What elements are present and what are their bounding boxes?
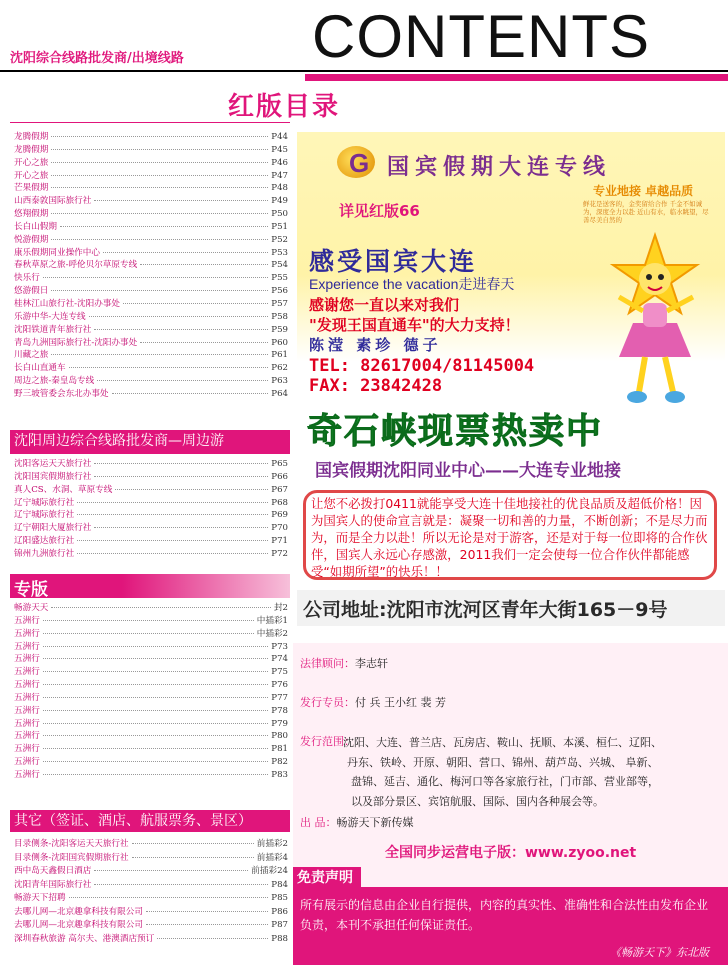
toc-entry[interactable] [14,730,288,743]
toc-dot-leader [51,354,268,355]
toc-dot-leader [77,553,268,554]
toc-entry-page: P76 [271,680,288,691]
toc-entry[interactable] [14,157,288,170]
toc-entry[interactable] [14,548,288,561]
toc-entry[interactable] [14,247,288,260]
toc-dot-leader [132,857,254,858]
toc-entry-title: 五洲行 [14,769,40,780]
toc-entry-page: P69 [271,510,288,521]
distribution-staff-value: 付 兵 王小红 裴 芳 [355,696,446,709]
toc-dot-leader [51,239,268,240]
toc-dot-leader [123,303,268,304]
guobin-logo-letter-icon: G [349,148,370,178]
header-subtitle: 沈阳综合线路批发商/出境线路 [10,51,184,66]
distribution-staff-label: 发行专员： [300,696,355,709]
toc-entry-page: P68 [271,497,288,508]
toc-entry-page: P80 [271,731,288,742]
toc-dot-leader [140,264,268,265]
toc-entry-title: 五洲行 [14,757,40,768]
toc-entry[interactable] [14,879,288,893]
star-mascot-icon [593,227,713,417]
toc-entry-title: 西中岛天鑫假日酒店 [14,866,92,876]
toc-entry[interactable] [14,285,288,298]
toc-entry-page: P77 [271,692,288,703]
toc-entry-page: P64 [271,388,288,399]
toc-entry[interactable] [14,933,288,947]
toc-dot-leader [43,684,268,685]
toc-entry-title: 去哪儿网—北京趣拿科技有限公司 [14,920,143,930]
toc-entry[interactable] [14,349,288,362]
header-accent-bar [305,74,728,81]
toc-entry-title: 锦州九洲旅行社 [14,548,75,559]
distribution-area-line: 以及部分景区、宾馆航服、国际、国内各种展会等。 [351,794,604,808]
toc-entry-title: 青岛九洲国际旅行社-沈阳办事处 [14,337,138,348]
toc-entry-title: 龙腾假期 [14,144,49,155]
distribution-area-label: 发行范围： [300,735,355,748]
toc-entry-page: P60 [271,337,288,348]
toc-dot-leader [94,200,268,201]
toc-dot-leader [60,226,268,227]
toc-entry[interactable] [14,497,288,510]
disclaimer-heading: 免责声明 [293,867,361,889]
toc-entry-page: P83 [271,769,288,780]
toc-entry-title: 悠游假日 [14,286,49,297]
toc-entry[interactable] [14,509,288,522]
toc-entry-page: P71 [271,536,288,547]
toc-entry-page: P61 [271,350,288,361]
toc-entry[interactable] [14,170,288,183]
ad-feel-heading: 感受国宾大连 [309,247,478,276]
nearby-toc-list [14,458,288,561]
toc-entry[interactable] [14,679,288,692]
toc-entry-page: P58 [271,311,288,322]
toc-dot-leader [51,136,268,137]
toc-entry[interactable] [14,653,288,666]
legal-advisor-label: 法律顾问： [300,657,355,670]
toc-entry[interactable] [14,641,288,654]
ad-see-red-page: 详见红版66 [339,202,420,220]
toc-dot-leader [51,290,268,291]
toc-entry-page: P84 [271,879,288,890]
toc-dot-leader [69,897,269,898]
toc-entry[interactable] [14,337,288,350]
ad-address: 公司地址:沈阳市沈河区青年大街165－9号 [303,599,668,621]
toc-entry-title: 开心之旅 [14,170,49,181]
toc-entry-title: 桂林江山旅行社-沈阳办事处 [14,298,121,309]
toc-entry-title: 五洲行 [14,641,40,652]
toc-entry-title: 五洲行 [14,667,40,678]
toc-entry-title: 五洲行 [14,680,40,691]
toc-entry[interactable] [14,471,288,484]
toc-entry[interactable] [14,919,288,933]
ad-slogan: 专业地接 卓越品质 [593,184,694,198]
toc-dot-leader [43,620,254,621]
toc-dot-leader [43,710,268,711]
toc-entry[interactable] [14,602,288,615]
toc-entry-page: P56 [271,286,288,297]
toc-entry-title: 辽宁朝阳大厦旅行社 [14,523,92,534]
toc-entry-page: P72 [271,548,288,559]
publisher-label: 出 品： [300,816,337,829]
toc-entry[interactable] [14,182,288,195]
toc-entry[interactable] [14,311,288,324]
toc-entry-title: 五洲行 [14,731,40,742]
toc-entry-page: P67 [271,484,288,495]
ad-slogan-sub: 鲜花是送客的，金奖留给合作 千金不如诚为，深度全力以赴 近山有水，临水眺望，尽善尽美自然的 [583,200,709,224]
toc-entry[interactable] [14,324,288,337]
toc-entry[interactable] [14,718,288,731]
toc-dot-leader [94,884,268,885]
toc-entry-page: P88 [271,933,288,944]
toc-dot-leader [51,213,268,214]
toc-entry-title: 乐游中华-大连专线 [14,311,86,322]
other-section-heading: 其它（签证、酒店、航服票务、景区） [10,810,290,832]
toc-entry-page: P62 [271,363,288,374]
toc-entry-title: 长白山直通车 [14,363,66,374]
toc-dot-leader [77,514,268,515]
toc-entry-title: 五洲行 [14,628,40,639]
toc-dot-leader [51,607,271,608]
toc-entry-page: P63 [271,376,288,387]
toc-dot-leader [146,924,268,925]
toc-entry[interactable] [14,756,288,769]
toc-entry-title: 悦游假期 [14,234,49,245]
toc-dot-leader [157,938,268,939]
toc-entry-title: 真人CS、水洞、草原专线 [14,484,113,495]
toc-entry-page: 前插彩2 [256,839,288,849]
toc-entry-page: 前插彩24 [251,866,288,876]
toc-entry-title: 快乐行 [14,273,40,284]
toc-dot-leader [77,540,268,541]
ad-telephone: TEL: 82617004/81145004 [309,356,535,376]
toc-dot-leader [115,489,268,490]
toc-dot-leader [94,329,268,330]
toc-dot-leader [140,342,268,343]
toc-entry[interactable] [14,628,288,641]
distribution-staff-row [300,694,446,710]
toc-entry[interactable] [14,458,288,471]
toc-entry[interactable] [14,484,288,497]
page-header [0,0,728,72]
toc-entry[interactable] [14,195,288,208]
toc-entry-page: 中插彩1 [256,615,288,626]
toc-entry[interactable] [14,272,288,285]
toc-entry[interactable] [14,388,288,401]
toc-entry-page: P74 [271,654,288,665]
toc-dot-leader [146,911,268,912]
header-divider [0,70,728,72]
toc-entry-page: P59 [271,324,288,335]
toc-entry-page: P87 [271,920,288,930]
toc-entry[interactable] [14,131,288,144]
distribution-area-line: 丹东、铁岭、开原、朝阳、营口、锦州、葫芦岛、兴城、 阜新、 [347,755,659,769]
ad-fax: FAX: 23842428 [309,376,443,396]
toc-entry-title: 五洲行 [14,615,40,626]
toc-dot-leader [51,187,268,188]
toc-dot-leader [94,870,248,871]
ad-thanks-line1: 感谢您一直以来对我们 [309,296,460,314]
toc-entry-page: P55 [271,273,288,284]
nearby-section-rule [10,452,290,454]
online-edition-link[interactable]: 全国同步运营电子版：www.zyoo.net [385,845,637,861]
ad-hot-selling-headline: 奇石峡现票热卖中 [307,412,604,452]
legal-advisor-row [300,655,388,671]
toc-entry[interactable] [14,208,288,221]
toc-dot-leader [43,723,268,724]
toc-entry-page: P75 [271,667,288,678]
ad-thanks-line2: "发现王国直通车"的大力支持！ [309,316,520,334]
distribution-area-lines [343,733,662,811]
special-toc-list [14,602,288,782]
toc-entry-page: P48 [271,183,288,194]
toc-dot-leader [43,633,254,634]
red-toc-heading: 红版目录 [228,92,341,122]
toc-entry-title: 长白山假期 [14,221,57,232]
toc-dot-leader [43,277,268,278]
toc-entry-page: P85 [271,893,288,903]
toc-entry-page: P57 [271,298,288,309]
toc-entry-page: P53 [271,247,288,258]
toc-entry[interactable] [14,221,288,234]
toc-entry[interactable] [14,769,288,782]
toc-entry[interactable] [14,906,288,920]
toc-dot-leader [94,463,268,464]
distribution-area-line: 沈阳、大连、普兰店、瓦房店、鞍山、抚顺、本溪、桓仁、辽阳、 [343,736,662,749]
special-section-bar [10,574,290,598]
toc-entry[interactable] [14,375,288,388]
toc-entry-title: 开心之旅 [14,157,49,168]
toc-dot-leader [77,502,268,503]
toc-entry[interactable] [14,259,288,272]
toc-dot-leader [112,393,269,394]
toc-entry-title: 沈阳国宾假期旅行社 [14,471,92,482]
toc-entry-page: P45 [271,144,288,155]
toc-entry-title: 周边之旅-秦皇岛专线 [14,376,95,387]
toc-entry-page: P47 [271,170,288,181]
toc-entry-page: 中插彩2 [256,628,288,639]
toc-entry-page: 封2 [273,603,288,613]
toc-entry-title: 五洲行 [14,718,40,729]
toc-entry-page: P44 [271,132,288,142]
toc-entry-page: P51 [271,221,288,232]
toc-entry[interactable] [14,535,288,548]
toc-entry-title: 深圳春秋旅游 高尔夫、港澳酒店预订 [14,933,155,944]
toc-entry[interactable] [14,522,288,535]
toc-entry[interactable] [14,865,288,879]
toc-entry[interactable] [14,892,288,906]
publisher-row [300,814,414,830]
toc-entry-page: P73 [271,641,288,652]
toc-entry-title: 春秋草原之旅-呼伦贝尔草原专线 [14,260,138,271]
toc-dot-leader [43,774,268,775]
toc-dot-leader [103,252,268,253]
ad-title: 国宾假期大连专线 [387,155,612,180]
toc-entry-title: 沈阳青年国际旅行社 [14,879,92,890]
toc-entry-title: 辽阳盛达旅行社 [14,536,75,547]
toc-entry-title: 畅游天下招聘 [14,893,66,903]
toc-entry-page: P54 [271,260,288,271]
disclaimer-signature: 《畅游天下》东北版 [610,946,709,959]
toc-entry-title: 沈阳铁道青年旅行社 [14,324,92,335]
toc-entry-title: 辽宁城际旅行社 [14,497,75,508]
toc-dot-leader [51,162,268,163]
toc-entry-page: P66 [271,471,288,482]
toc-entry-title: 山西泰敦国际旅行社 [14,196,92,207]
toc-entry-page: P50 [271,209,288,220]
toc-entry-page: P46 [271,157,288,168]
toc-entry-page: P65 [271,459,288,469]
toc-dot-leader [94,476,268,477]
toc-entry-title: 芒果假期 [14,183,49,194]
toc-dot-leader [89,316,269,317]
toc-entry-title: 沈阳客运天天旅行社 [14,459,92,469]
toc-entry-page: P81 [271,744,288,755]
special-section-heading: 专版 [14,580,48,600]
toc-entry[interactable] [14,838,288,852]
toc-entry-page: P79 [271,718,288,729]
toc-entry[interactable] [14,852,288,866]
toc-entry-title: 目录侧条-沈阳国宾假期旅行社 [14,852,129,863]
toc-entry-page: P86 [271,906,288,917]
toc-dot-leader [43,697,268,698]
ad-message-text: 让您不必拨打0411就能享受大连十佳地接社的优良品质及超低价格！因为国宾人的使命宣言就是：凝聚一切和善的力量，不断创新；不是尽力而为，而是全力以赴！所以无论是对于游客，还是对于每一位即将的合作伙伴，国宾人永远心存感激，2011我们一定会使每一位合作伙伴都能感受“如期所望”的快乐！！ [311,496,708,579]
toc-entry[interactable] [14,362,288,375]
toc-entry-page: P49 [271,196,288,207]
ad-experience-line: Experience the vacation走进春天 [309,276,515,292]
toc-entry-title: 辽宁城际旅行社 [14,510,75,521]
nearby-section-heading: 沈阳周边综合线路批发商—周边游 [10,430,290,452]
toc-entry-title: 去哪儿网—北京趣拿科技有限公司 [14,906,143,917]
toc-entry-page: P82 [271,757,288,768]
toc-entry-title: 目录侧条-沈阳客运天天旅行社 [14,839,129,849]
disclaimer-text: 所有展示的信息由企业自行提供，内容的真实性、准确性和合法性由发布企业负责，本刊不承担任何保证责任。 [300,898,709,932]
red-toc-list [14,131,288,401]
toc-entry[interactable] [14,298,288,311]
ad-contact-people: 陈滢 素珍 德子 [309,336,442,354]
page-title: CONTENTS [312,3,650,70]
toc-dot-leader [43,761,268,762]
toc-entry-title: 五洲行 [14,654,40,665]
red-toc-divider [10,122,290,123]
toc-dot-leader [132,843,254,844]
other-toc-list [14,838,288,946]
ad-center-line: 国宾假期沈阳同业中心——大连专业地接 [315,461,621,481]
toc-dot-leader [51,175,268,176]
toc-entry-title: 五洲行 [14,705,40,716]
toc-entry[interactable] [14,234,288,247]
toc-entry-title: 畅游天天 [14,603,49,613]
toc-entry-page: 前插彩4 [256,852,288,863]
toc-entry-title: 五洲行 [14,692,40,703]
distribution-area-line: 盘锦、延吉、通化、梅河口等各家旅行社，门市部、营业部等， [351,775,659,788]
toc-entry[interactable] [14,743,288,756]
toc-entry[interactable] [14,705,288,718]
toc-entry-page: P70 [271,523,288,534]
toc-dot-leader [97,380,268,381]
toc-dot-leader [43,646,268,647]
guobin-advertisement [297,132,725,643]
toc-entry[interactable] [14,144,288,157]
legal-advisor-value: 李志轩 [355,657,388,670]
toc-entry-title: 川藏之旅 [14,350,49,361]
toc-dot-leader [43,748,268,749]
toc-entry-title: 野三坡管委会东北办事处 [14,388,109,399]
toc-dot-leader [94,527,268,528]
toc-entry-title: 龙腾假期 [14,132,49,142]
toc-entry-title: 康乐假期同业操作中心 [14,247,100,258]
toc-entry-title: 悠翔假期 [14,209,49,220]
toc-dot-leader [43,658,268,659]
toc-entry[interactable] [14,692,288,705]
toc-dot-leader [51,149,268,150]
toc-dot-leader [69,367,269,368]
toc-entry-page: P78 [271,705,288,716]
toc-entry-title: 五洲行 [14,744,40,755]
toc-entry-page: P52 [271,234,288,245]
toc-entry[interactable] [14,666,288,679]
toc-entry[interactable] [14,615,288,628]
toc-dot-leader [43,735,268,736]
publisher-value: 畅游天下新传媒 [336,816,414,829]
toc-dot-leader [43,671,268,672]
